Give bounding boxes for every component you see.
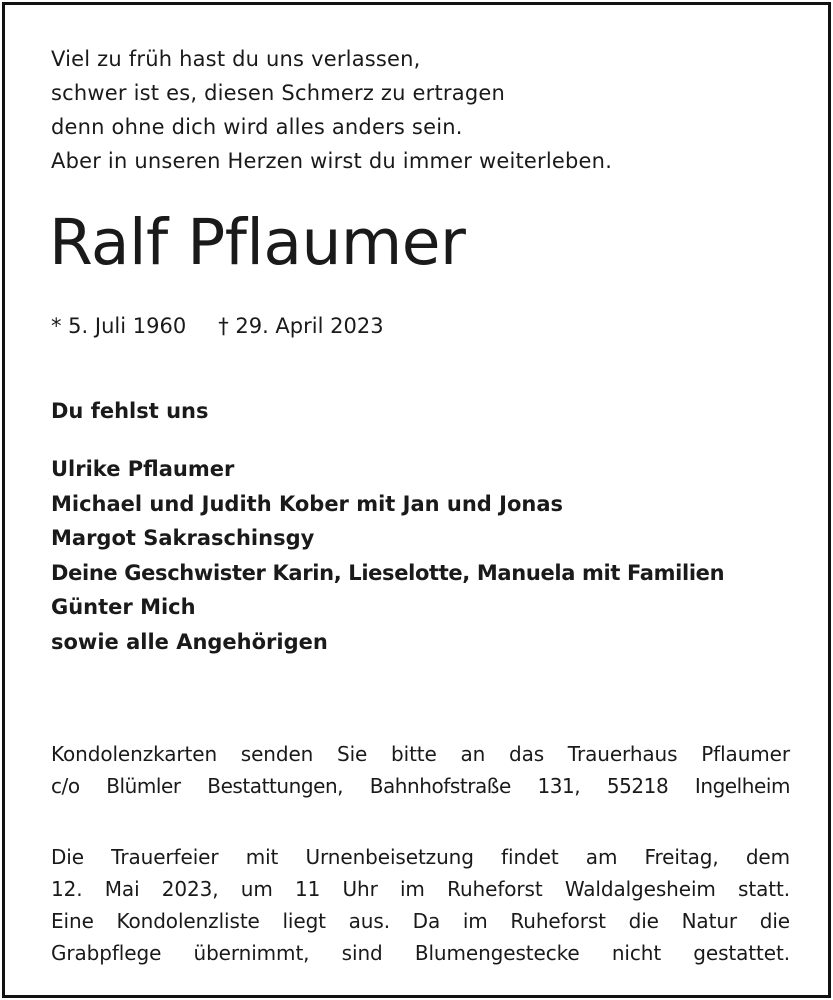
death-date: † 29. April 2023 bbox=[218, 314, 384, 338]
mourners-heading: Du fehlst uns bbox=[51, 399, 209, 423]
life-dates bbox=[51, 311, 384, 341]
condolence-line: c/o Blümler Bestattungen, Bahnhofstraße 131, 55218 Ingelheim bbox=[51, 774, 790, 798]
mourner-line: Margot Sakraschinsgy bbox=[51, 526, 315, 550]
mourner-line: Ulrike Pflaumer bbox=[51, 457, 235, 481]
birth-date: * 5. Juli 1960 bbox=[51, 314, 187, 338]
verse-line: Aber in unseren Herzen wirst du immer weiterleben. bbox=[51, 149, 613, 173]
mourner-line: sowie alle Angehörigen bbox=[51, 629, 328, 654]
ceremony-line: Eine Kondolenzliste liegt aus. Da im Ruheforst die Natur die bbox=[51, 909, 790, 933]
ceremony-notice bbox=[51, 841, 790, 969]
mourner-line: Günter Mich bbox=[51, 595, 196, 619]
ceremony-line: 12. Mai 2023, um 11 Uhr im Ruheforst Waldalgesheim statt. bbox=[51, 877, 790, 901]
ceremony-line: Die Trauerfeier mit Urnenbeisetzung findet am Freitag, dem bbox=[51, 845, 790, 869]
deceased-name: Ralf Pflaumer bbox=[49, 206, 466, 279]
condolence-notice bbox=[51, 738, 790, 802]
condolence-line: Kondolenzkarten senden Sie bitte an das Trauerhaus Pflaumer bbox=[51, 742, 790, 766]
mourner-line: Deine Geschwister Karin, Lieselotte, Manuela mit Familien bbox=[51, 560, 725, 585]
ceremony-line: Grabpflege übernimmt, sind Blumengestecke nicht gestattet. bbox=[51, 941, 790, 965]
mourner-line: Michael und Judith Kober mit Jan und Jonas bbox=[51, 491, 564, 516]
verse-line: denn ohne dich wird alles anders sein. bbox=[51, 115, 463, 139]
memorial-verse bbox=[51, 42, 612, 178]
mourners-list bbox=[51, 452, 724, 659]
verse-line: Viel zu früh hast du uns verlassen, bbox=[51, 47, 421, 71]
obituary-frame bbox=[2, 2, 831, 998]
verse-line: schwer ist es, diesen Schmerz zu ertragen bbox=[51, 81, 505, 105]
